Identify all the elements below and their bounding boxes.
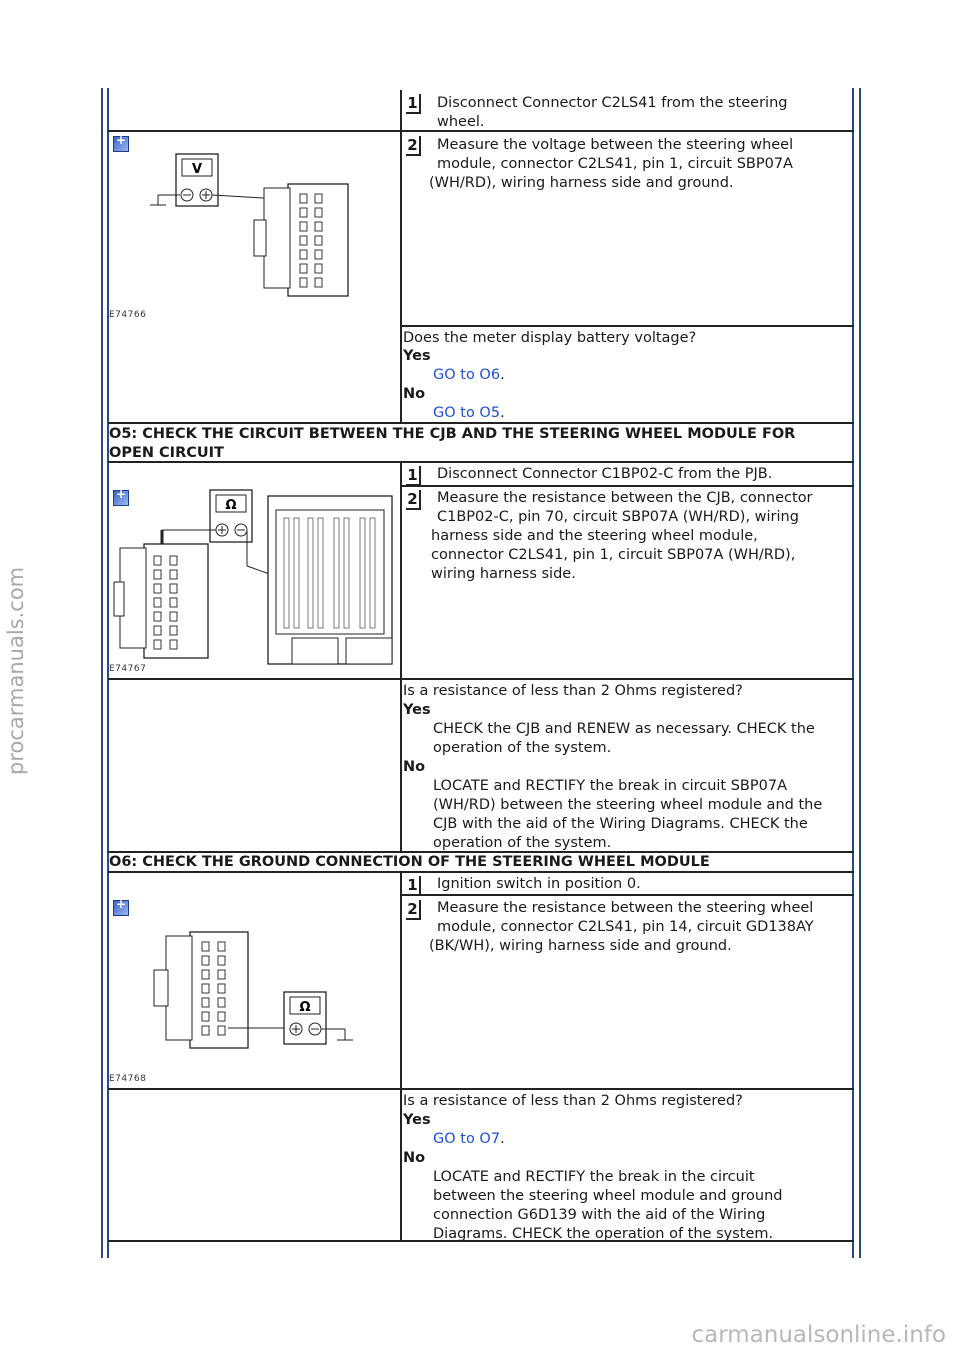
ohmmeter-diagram-cjb	[112, 488, 402, 668]
ohmmeter-diagram-ground	[140, 930, 380, 1055]
svg-text:V: V	[191, 162, 203, 177]
no-label: No	[403, 1150, 426, 1166]
step-text: Disconnect Connector C2LS41 from the steering wheel.	[437, 95, 788, 130]
step-number: 2	[406, 490, 421, 510]
bottom-watermark: carmanualsonline.info	[691, 1322, 946, 1348]
voltmeter-diagram	[140, 150, 370, 310]
step-number: 1	[406, 94, 421, 114]
no-label: No	[403, 386, 426, 402]
table-rule	[400, 130, 402, 327]
no-answer: LOCATE and RECTIFY the break in circuit SBP07A (WH/RD) between the steering wheel module and the CJB with the aid of the Wiring Diagrams. CHECK the operation of the system.	[433, 778, 823, 851]
figure-label: E74766	[109, 310, 147, 320]
table-rule	[108, 1088, 854, 1090]
step-number: 1	[406, 466, 421, 486]
no-answer: GO to O5.	[433, 405, 505, 421]
question-text: Is a resistance of less than 2 Ohms registered?	[403, 1093, 743, 1109]
yes-label: Yes	[403, 702, 431, 718]
section-header-o5: O5: CHECK THE CIRCUIT BETWEEN THE CJB AND THE STEERING WHEEL MODULE FOR OPEN CIRCUIT	[109, 426, 796, 461]
table-rule	[108, 678, 854, 680]
table-rule	[400, 871, 402, 1091]
frame-left-outer	[101, 88, 103, 1258]
table-rule	[400, 678, 402, 852]
yes-answer: CHECK the CJB and RENEW as necessary. CHECK the operation of the system.	[433, 721, 815, 756]
table-rule	[400, 894, 854, 896]
step-number: 1	[406, 876, 421, 896]
step-text: Measure the voltage between the steering wheel module, connector C2LS41, pin 1, circuit SBP07A (WH/RD), wiring harness side and ground.	[429, 137, 794, 191]
no-answer: LOCATE and RECTIFY the break in the circuit between the steering wheel module and ground connection G6D139 with the aid of the Wiring Diagrams. CHECK the operation of the system.	[433, 1169, 783, 1242]
question-text: Does the meter display battery voltage?	[403, 330, 697, 346]
section-header-o6: O6: CHECK THE GROUND CONNECTION OF THE STEERING WHEEL MODULE	[109, 854, 710, 870]
step-number: 2	[406, 900, 421, 920]
step-number: 2	[406, 136, 421, 156]
table-rule	[400, 325, 854, 327]
step-text: Measure the resistance between the steering wheel module, connector C2LS41, pin 14, circuit GD138AY (BK/WH), wiring harness side and ground.	[429, 900, 814, 954]
frame-right-inner	[852, 88, 854, 1258]
question-text: Is a resistance of less than 2 Ohms registered?	[403, 683, 743, 699]
no-label: No	[403, 759, 426, 775]
frame-right-outer	[859, 88, 861, 1258]
table-rule	[400, 485, 854, 487]
side-watermark: procarmanuals.com	[4, 566, 28, 775]
yes-answer: GO to O6.	[433, 367, 505, 383]
figure-label: E74768	[109, 1074, 147, 1084]
table-rule	[400, 325, 402, 423]
zoom-icon[interactable]	[113, 136, 129, 152]
zoom-icon[interactable]	[113, 900, 129, 916]
step-text: Ignition switch in position 0.	[437, 876, 641, 892]
svg-text:Ω: Ω	[225, 498, 237, 513]
go-to-o5-link[interactable]: GO to O5	[433, 405, 501, 421]
table-rule	[400, 1088, 402, 1242]
yes-label: Yes	[403, 1112, 431, 1128]
figure-label: E74767	[109, 664, 147, 674]
go-to-o7-link[interactable]: GO to O7	[433, 1131, 501, 1147]
step-text: Disconnect Connector C1BP02-C from the PJB.	[437, 466, 773, 482]
svg-text:Ω: Ω	[299, 1000, 311, 1015]
yes-label: Yes	[403, 348, 431, 364]
yes-answer: GO to O7.	[433, 1131, 505, 1147]
go-to-o6-link[interactable]: GO to O6	[433, 367, 501, 383]
table-rule	[400, 90, 402, 130]
step-text: Measure the resistance between the CJB, connector C1BP02-C, pin 70, circuit SBP07A (WH/RD), wiring harness side and the steering wheel module, connector C2LS41, pin 1, circuit SBP07A (WH/RD), wiring harness side.	[431, 490, 813, 582]
